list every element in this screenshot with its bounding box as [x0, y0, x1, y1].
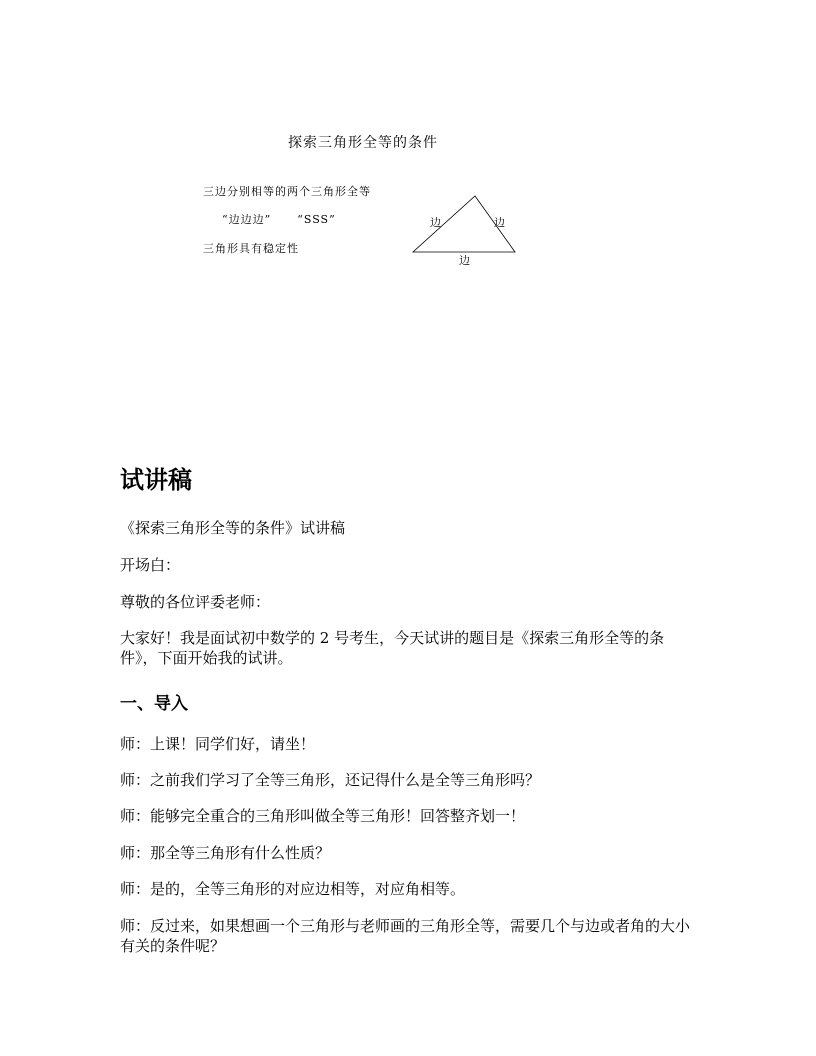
- document-title: 试讲稿: [120, 466, 192, 494]
- greeting: 尊敬的各位评委老师：: [120, 593, 271, 611]
- abbr-bian-bian-bian: “边边边”: [222, 213, 272, 226]
- board-line-sss-theorem: 三边分别相等的两个三角形全等: [203, 185, 371, 198]
- abbr-sss: “SSS”: [297, 213, 336, 226]
- dialogue-line: 师：能够完全重合的三角形叫做全等三角形！回答整齐划一！: [120, 807, 526, 825]
- board-line-abbreviations: [222, 211, 336, 227]
- board-title: 探索三角形全等的条件: [288, 135, 438, 151]
- triangle-label-bottom: 边: [459, 254, 470, 267]
- dialogue-line: 师：上课！同学们好，请坐！: [120, 735, 316, 753]
- dialogue-line: 师：反过来，如果想画一个三角形与老师画的三角形全等，需要几个与边或者角的大小有关的条件呢？: [120, 917, 691, 955]
- dialogue-line: 师：是的，全等三角形的对应边相等，对应角相等。: [120, 880, 466, 898]
- opening-label: 开场白：: [120, 556, 181, 574]
- triangle-label-left: 边: [430, 216, 441, 229]
- section-heading-intro: 一、导入: [120, 694, 188, 714]
- dialogue-line: 师：之前我们学习了全等三角形，还记得什么是全等三角形吗？: [120, 771, 541, 789]
- board-line-stability: 三角形具有稳定性: [203, 242, 299, 255]
- document-subtitle: 《探索三角形全等的条件》试讲稿: [120, 519, 346, 537]
- triangle-label-right: 边: [494, 216, 505, 229]
- dialogue-line: 师：那全等三角形有什么性质？: [120, 844, 331, 862]
- intro-paragraph: 大家好！我是面试初中数学的 2 号考生，今天试讲的题目是《探索三角形全等的条件》，下面开始我的试讲。: [120, 629, 665, 667]
